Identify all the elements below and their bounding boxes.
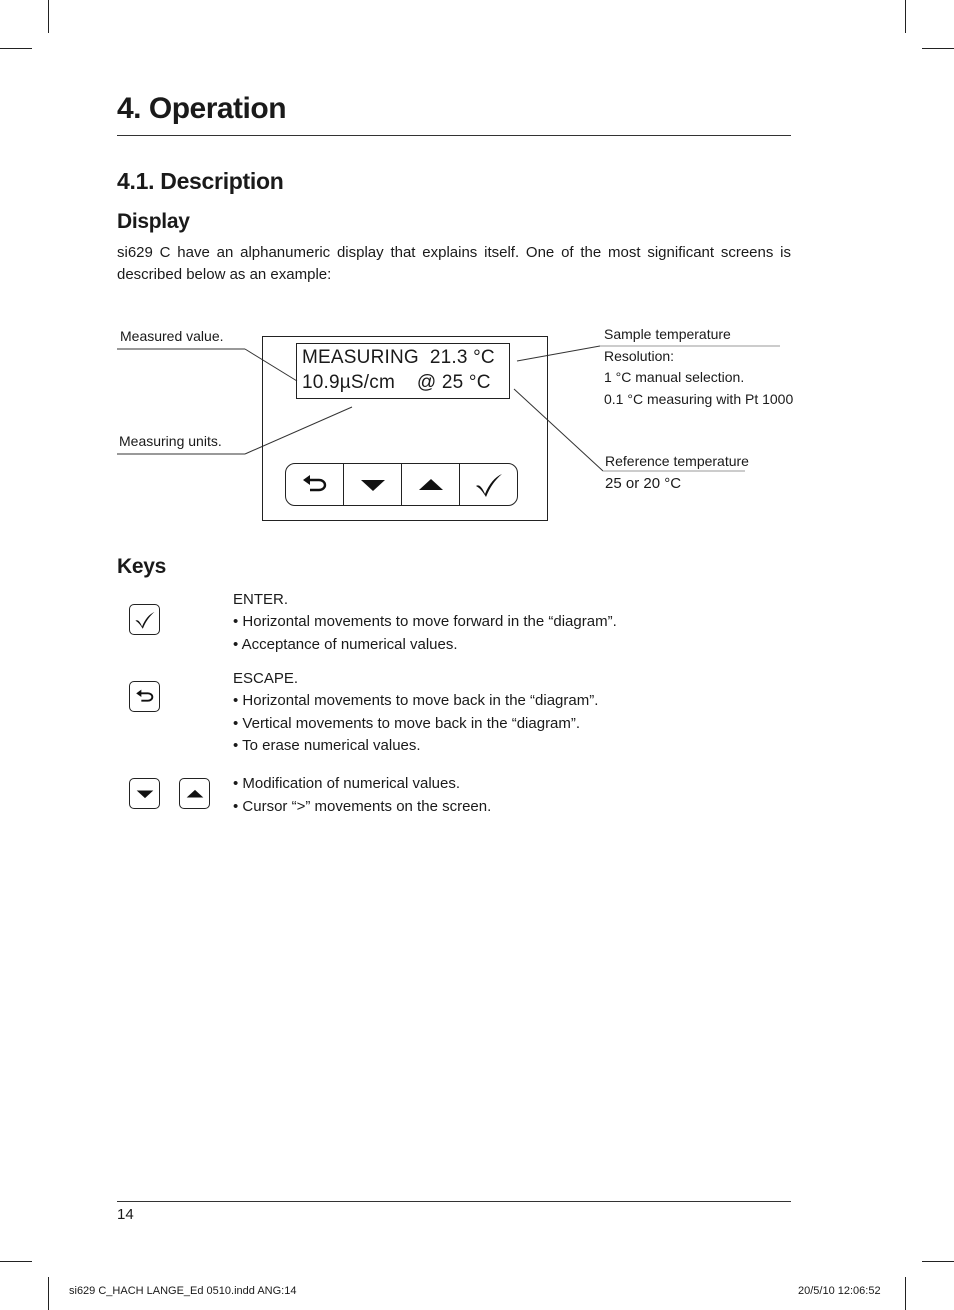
escape-key[interactable] (286, 464, 344, 505)
up-arrow-icon (418, 478, 444, 492)
display-heading: Display (117, 210, 190, 233)
escape-key-symbol (129, 681, 160, 712)
keys-heading: Keys (117, 555, 167, 578)
callout-pt1000: 0.1 °C measuring with Pt 1000 (604, 391, 794, 407)
down-key[interactable] (344, 464, 402, 505)
enter-check-icon (134, 610, 156, 630)
enter-line-1: • Horizontal movements to move forward in the “diagram”. (233, 613, 617, 630)
callout-measured-value: Measured value. (120, 328, 224, 344)
escape-line-1: • Horizontal movements to move back in the “diagram”. (233, 692, 599, 709)
footer-file-info: si629 C_HACH LANGE_Ed 0510.indd ANG:14 (69, 1285, 297, 1297)
enter-key-symbol (129, 604, 160, 635)
enter-key[interactable] (460, 464, 517, 505)
arrows-line-2: • Cursor “>” movements on the screen. (233, 798, 492, 815)
section-heading: 4.1. Description (117, 168, 284, 194)
escape-name: ESCAPE. (233, 670, 299, 687)
callout-measuring-units: Measuring units. (119, 433, 222, 449)
page-number: 14 (117, 1206, 134, 1223)
escape-icon (134, 688, 156, 706)
up-arrow-icon (186, 789, 204, 799)
callout-resolution: Resolution: (604, 348, 675, 364)
escape-line-3: • To erase numerical values. (233, 737, 421, 754)
lcd-display (296, 343, 510, 399)
enter-name: ENTER. (233, 591, 289, 608)
down-key-symbol (129, 778, 160, 809)
lcd-line-1: MEASURING 21.3 °C (302, 347, 495, 368)
callout-manual: 1 °C manual selection. (604, 369, 745, 385)
down-arrow-icon (136, 789, 154, 799)
enter-check-icon (474, 472, 504, 498)
lcd-line-2: 10.9µS/cm @ 25 °C (302, 372, 491, 393)
callout-ref-value: 25 or 20 °C (605, 475, 682, 492)
callout-sample-temp: Sample temperature (604, 326, 731, 342)
device-keypad (285, 463, 518, 506)
callout-ref-temp: Reference temperature (605, 453, 749, 469)
page-title: 4. Operation (117, 92, 287, 125)
arrows-line-1: • Modification of numerical values. (233, 775, 461, 792)
footer-rule (117, 1201, 791, 1202)
down-arrow-icon (360, 478, 386, 492)
enter-line-2: • Acceptance of numerical values. (233, 636, 458, 653)
footer-timestamp: 20/5/10 12:06:52 (798, 1285, 881, 1297)
display-intro: si629 C have an alphanumeric display that explains itself. One of the most significant screens is described below as an example: (117, 244, 791, 283)
up-key-symbol (179, 778, 210, 809)
escape-line-2: • Vertical movements to move back in the “diagram”. (233, 715, 581, 732)
up-key[interactable] (402, 464, 460, 505)
escape-icon (300, 473, 330, 497)
